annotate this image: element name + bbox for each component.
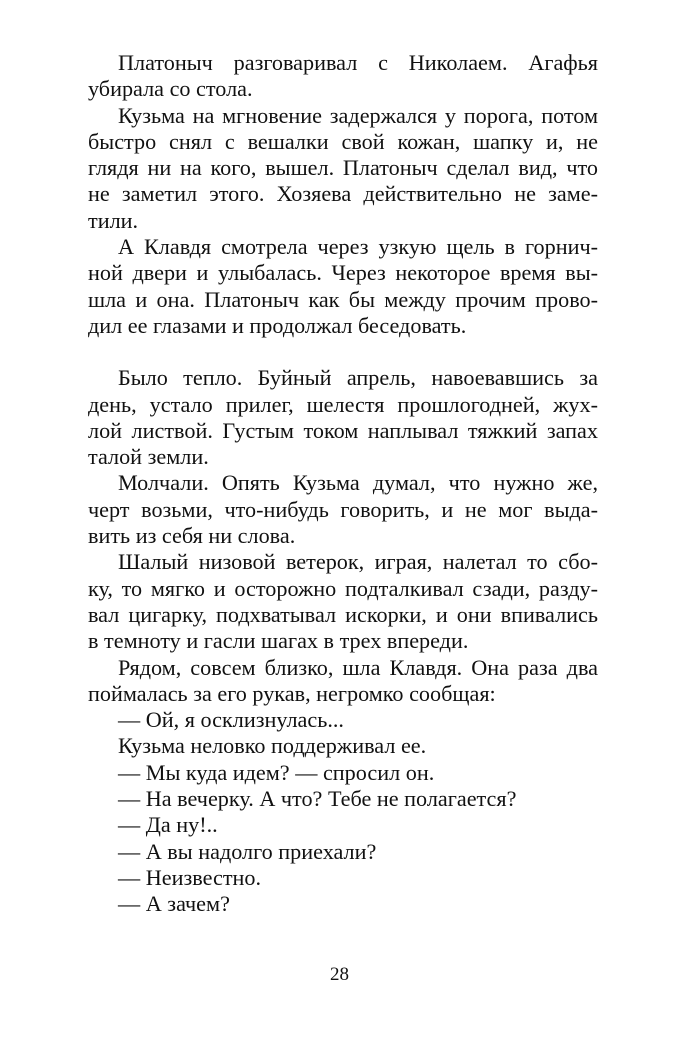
page-number: 28 <box>330 964 349 985</box>
dialogue-line: — Неизвестно. <box>118 864 262 890</box>
paragraph <box>88 50 598 103</box>
text-line: вить из себя ни слова. <box>88 523 296 549</box>
text-line: ной двери и улыбалась. Через некоторое время вы- <box>88 260 598 286</box>
paragraph <box>88 365 598 470</box>
text-line: Кузьма неловко поддерживал ее. <box>118 733 427 759</box>
paragraph <box>88 234 598 339</box>
text-line: день, устало прилег, шелестя прошлогодней, жух- <box>88 391 598 417</box>
dialogue-line: — А зачем? <box>118 891 230 917</box>
text-line: Шалый низовой ветерок, играя, налетал то сбо- <box>118 549 598 575</box>
text-line: глядя ни на кого, вышел. Платоныч сделал вид, что <box>88 155 598 181</box>
section-break <box>88 339 598 365</box>
paragraph <box>88 655 598 708</box>
text-line: в темноту и гасли шагах в трех впереди. <box>88 628 469 654</box>
dialogue-line: — А вы надолго приехали? <box>118 838 377 864</box>
text-line: поймалась за его рукав, негромко сообщая: <box>88 680 496 706</box>
text-line: шла и она. Платоныч как бы между прочим прово- <box>88 286 598 312</box>
text-line: Платоныч разговаривал с Николаем. Агафья <box>118 50 598 75</box>
paragraph <box>88 103 598 234</box>
text-line: ку, то мягко и осторожно подталкивал сзади, разду- <box>88 575 598 601</box>
paragraph <box>88 549 598 654</box>
dialogue-line: — Мы куда идем? — спросил он. <box>118 759 435 785</box>
text-line: вал цигарку, подхватывал искорки, и они впивались <box>88 601 598 627</box>
dialogue-line: — На вечерку. А что? Тебе не полагается? <box>118 786 517 812</box>
text-line: Кузьма на мгновение задержался у порога, потом <box>118 102 598 128</box>
text-line: убирала со стола. <box>88 76 253 102</box>
text-line: не заметил этого. Хозяева действительно не заме- <box>88 181 598 207</box>
text-line: талой земли. <box>88 444 209 470</box>
text-line: тили. <box>88 207 139 233</box>
text-line: А Клавдя смотрела через узкую щель в горнич- <box>118 234 598 260</box>
text-line: черт возьми, что-нибудь говорить, и не мог выда- <box>88 496 598 522</box>
page-text <box>88 50 598 918</box>
text-line: Рядом, совсем близко, шла Клавдя. Она раза два <box>118 654 598 680</box>
text-line: быстро снял с вешалки свой кожан, шапку и, не <box>88 128 598 154</box>
dialogue-line: — Ой, я осклизнулась... <box>118 707 344 733</box>
text-line: Было тепло. Буйный апрель, навоевавшись за <box>118 365 598 391</box>
text-line: дил ее глазами и продолжал беседовать. <box>88 312 467 338</box>
text-line: лой листвой. Густым током наплывал тяжкий запах <box>88 417 598 443</box>
paragraph <box>88 470 598 549</box>
text-line: Молчали. Опять Кузьма думал, что нужно же, <box>118 470 598 496</box>
dialogue-line: — Да ну!.. <box>118 812 218 838</box>
